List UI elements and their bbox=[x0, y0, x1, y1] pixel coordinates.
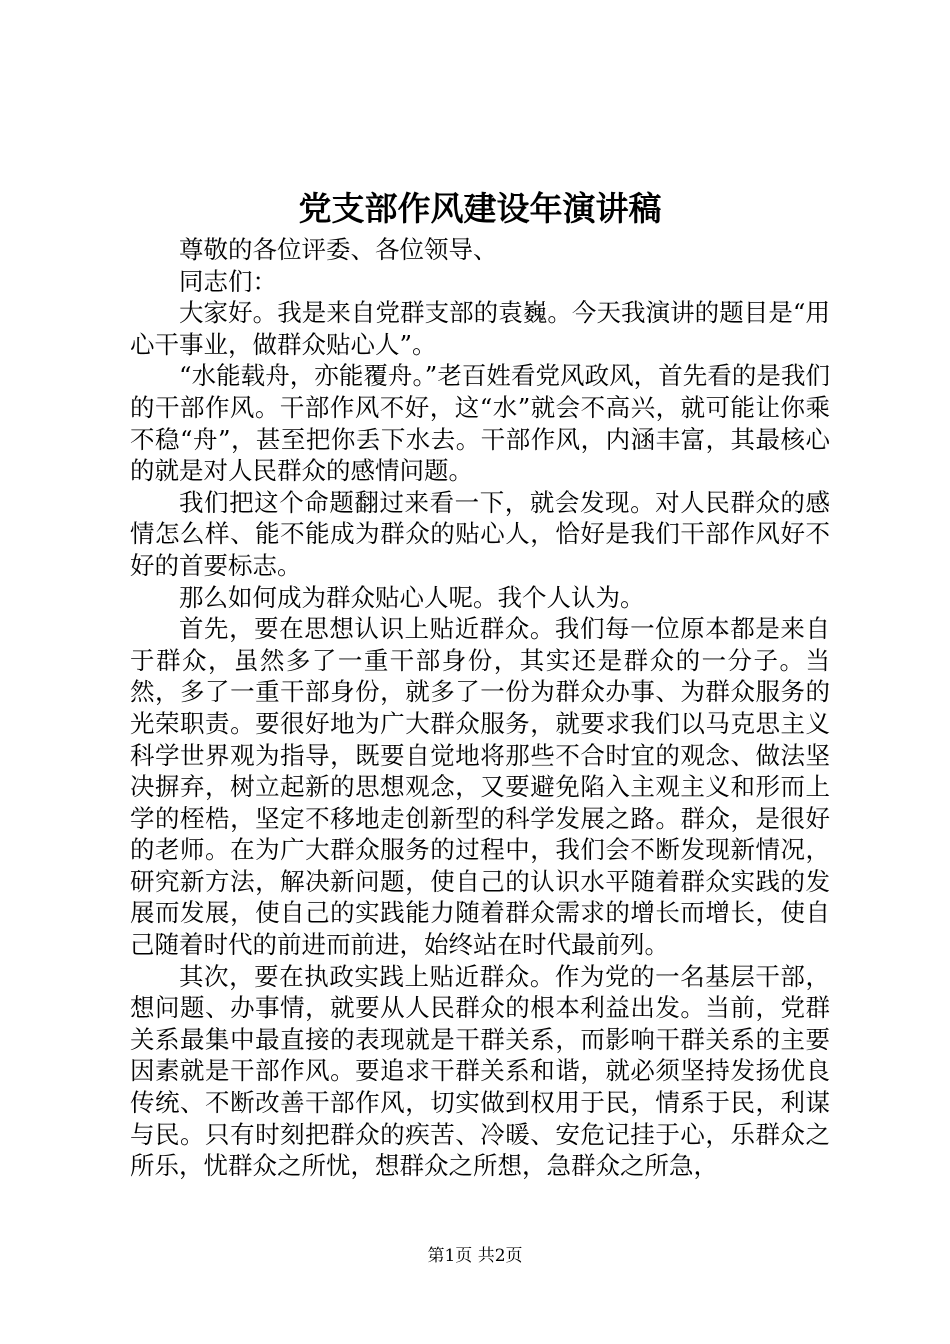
paragraph-water-and-boat: “水能载舟，亦能覆舟。”老百姓看党风政风，首先看的是我们的干部作风。干部作风不好，这“水”就会不高兴，就可能让你乘不稳“舟”，甚至把你丢下水去。干部作风，内涵丰富，其最核心的就是对人民群众的感情问题。 bbox=[130, 361, 830, 486]
paragraph-salutation-1: 尊敬的各位评委、各位领导、 bbox=[179, 235, 498, 264]
paragraph-introduction: 大家好。我是来自党群支部的袁巍。今天我演讲的题目是“用心干事业，做群众贴心人”。 bbox=[130, 298, 830, 359]
document-title: 党支部作风建设年演讲稿 bbox=[298, 189, 662, 228]
page-footer: 第1页 共2页 bbox=[427, 1246, 523, 1266]
paragraph-second-point: 其次，要在执政实践上贴近群众。作为党的一名基层干部，想问题、办事情，就要从人民群众的根本利益出发。当前，党群关系最集中最直接的表现就是干群关系，而影响干群关系的主要因素就是干部作风。要追求干群关系和谐，就必须坚持发扬优良传统、不断改善干部作风，切实做到权用于民，情系于民，利谋与民。只有时刻把群众的疾苦、冷暖、安危记挂于心，乐群众之所乐，忧群众之所忧，想群众之所想，急群众之所急， bbox=[130, 961, 830, 1181]
paragraph-reverse-proposition: 我们把这个命题翻过来看一下，就会发现。对人民群众的感情怎么样、能不能成为群众的贴心人，恰好是我们干部作风好不好的首要标志。 bbox=[130, 487, 830, 580]
paragraph-salutation-2: 同志们： bbox=[179, 266, 277, 296]
document-page bbox=[130, 186, 830, 1182]
paragraph-first-point: 首先，要在思想认识上贴近群众。我们每一位原本都是来自于群众，虽然多了一重干部身份，其实还是群众的一分子。当然，多了一重干部身份，就多了一份为群众办事、为群众服务的光荣职责。要很好地为广大群众服务，就要求我们以马克思主义科学世界观为指导，既要自觉地将那些不合时宜的观念、做法坚决摒弃，树立起新的思想观念，又要避免陷入主观主义和形而上学的桎梏，坚定不移地走创新型的科学发展之路。群众，是很好的老师。在为广大群众服务的过程中，我们会不断发现新情况，研究新方法，解决新问题，使自己的认识水平随着群众实践的发展而发展，使自己的实践能力随着群众需求的增长而增长，使自己随着时代的前进而前进，始终站在时代最前列。 bbox=[130, 614, 830, 960]
paragraph-question: 那么如何成为群众贴心人呢。我个人认为。 bbox=[179, 582, 645, 612]
